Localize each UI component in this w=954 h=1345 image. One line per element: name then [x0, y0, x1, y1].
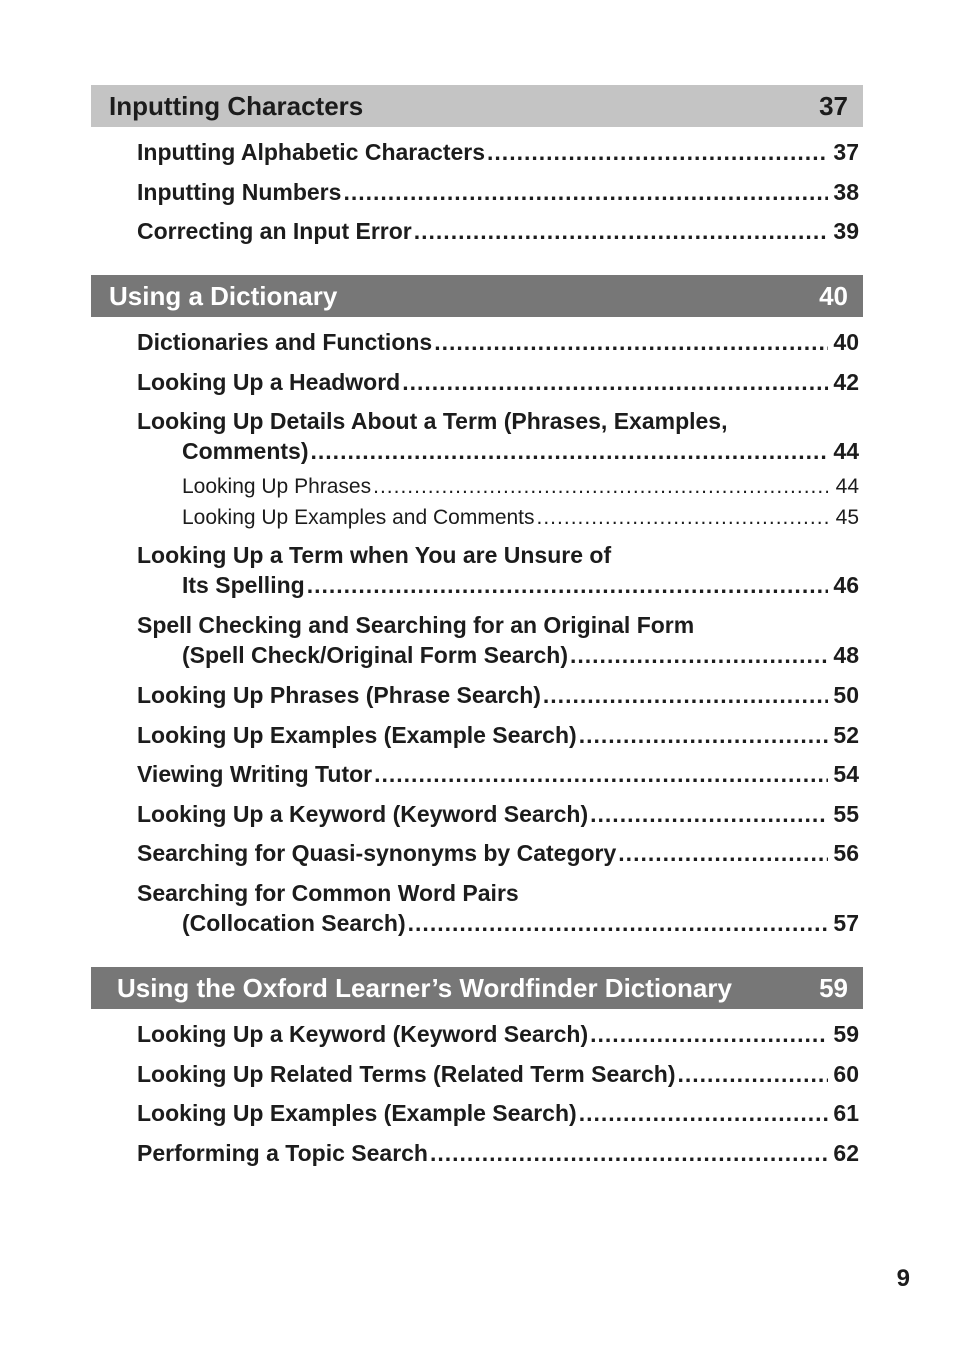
- section-page: 40: [819, 280, 848, 311]
- entry-title: Looking Up Examples (Example Search): [137, 1100, 577, 1126]
- entry-title: Looking Up a Headword: [137, 369, 401, 395]
- toc-entry[interactable]: [137, 1059, 859, 1089]
- section-header-inputting-characters: [91, 85, 863, 127]
- entry-title: Looking Up a Keyword (Keyword Search): [137, 801, 589, 827]
- toc-entry[interactable]: [137, 327, 859, 357]
- dot-leader: [590, 1019, 828, 1049]
- section-header-using-a-dictionary: [91, 275, 863, 317]
- toc-entry[interactable]: [137, 838, 859, 868]
- dot-leader: [307, 570, 828, 600]
- entry-title: Viewing Writing Tutor: [137, 761, 373, 787]
- entry-title: (Collocation Search): [182, 910, 406, 936]
- entry-title: Inputting Numbers: [137, 179, 342, 205]
- entry-title: Looking Up Examples and Comments: [182, 506, 535, 529]
- entry-page: 40: [833, 329, 859, 355]
- page-number: 9: [896, 1265, 910, 1292]
- entry-page: 56: [833, 840, 859, 866]
- dot-leader: [408, 908, 828, 938]
- entry-title-first-line: Searching for Common Word Pairs: [137, 880, 519, 906]
- dot-leader: [402, 367, 828, 397]
- dot-leader: [579, 720, 828, 750]
- entry-title: Looking Up Related Terms (Related Term Search): [137, 1061, 676, 1087]
- toc-subentry[interactable]: [137, 472, 859, 502]
- entry-page: 37: [833, 139, 859, 165]
- entry-page: 48: [833, 642, 859, 668]
- entry-title: Looking Up Phrases: [182, 475, 372, 498]
- toc-entry[interactable]: [137, 759, 859, 789]
- dot-leader: [373, 472, 828, 502]
- entry-page: 62: [833, 1140, 859, 1166]
- toc-entry[interactable]: [137, 540, 859, 600]
- dot-leader: [434, 327, 828, 357]
- toc-entry[interactable]: [137, 1098, 859, 1128]
- dot-leader: [537, 503, 828, 533]
- toc-entry[interactable]: [137, 1019, 859, 1049]
- entry-title: Looking Up Phrases (Phrase Search): [137, 682, 541, 708]
- entry-page: 46: [833, 572, 859, 598]
- entry-title: Inputting Alphabetic Characters: [137, 139, 486, 165]
- toc-entry[interactable]: [137, 680, 859, 710]
- toc-entry[interactable]: [137, 406, 859, 466]
- dot-leader: [343, 177, 828, 207]
- toc-entry[interactable]: [137, 367, 859, 397]
- entry-page: 44: [833, 438, 859, 464]
- entry-title: Comments): [182, 438, 309, 464]
- dot-leader: [618, 838, 828, 868]
- dot-leader: [570, 640, 828, 670]
- entry-page: 57: [833, 910, 859, 936]
- section-title: Inputting Characters: [109, 90, 364, 121]
- toc-entry[interactable]: [137, 216, 859, 246]
- entry-title-first-line: Looking Up a Term when You are Unsure of: [137, 542, 612, 568]
- entry-page: 39: [833, 218, 859, 244]
- entry-title-first-line: Spell Checking and Searching for an Original Form: [137, 612, 695, 638]
- dot-leader: [311, 436, 828, 466]
- entry-title: (Spell Check/Original Form Search): [182, 642, 568, 668]
- entry-title: Correcting an Input Error: [137, 218, 412, 244]
- entry-page: 55: [833, 801, 859, 827]
- toc-subentry[interactable]: [137, 503, 859, 533]
- section-title: Using a Dictionary: [109, 280, 338, 311]
- entry-page: 45: [835, 506, 859, 529]
- entry-title: Performing a Topic Search: [137, 1140, 428, 1166]
- toc-entry[interactable]: [137, 177, 859, 207]
- dot-leader: [543, 680, 828, 710]
- dot-leader: [590, 799, 828, 829]
- toc-entry[interactable]: [137, 610, 859, 670]
- entry-page: 52: [833, 722, 859, 748]
- toc-entry[interactable]: [137, 137, 859, 167]
- entry-page: 60: [833, 1061, 859, 1087]
- entry-page: 50: [833, 682, 859, 708]
- entry-page: 42: [833, 369, 859, 395]
- section-title: Using the Oxford Learner’s Wordfinder Dictionary: [117, 972, 732, 1003]
- entry-title: Looking Up a Keyword (Keyword Search): [137, 1021, 589, 1047]
- dot-leader: [374, 759, 828, 789]
- entry-title: Looking Up Examples (Example Search): [137, 722, 577, 748]
- dot-leader: [430, 1138, 828, 1168]
- dot-leader: [579, 1098, 828, 1128]
- entry-title: Searching for Quasi-synonyms by Category: [137, 840, 617, 866]
- toc-entry[interactable]: [137, 799, 859, 829]
- entry-page: 44: [835, 475, 859, 498]
- section-page: 37: [819, 90, 848, 121]
- entry-page: 59: [833, 1021, 859, 1047]
- dot-leader: [487, 137, 828, 167]
- section-page: 59: [819, 972, 848, 1003]
- dot-leader: [414, 216, 828, 246]
- entry-page: 54: [833, 761, 859, 787]
- toc-entry[interactable]: [137, 720, 859, 750]
- entry-title: Its Spelling: [182, 572, 305, 598]
- entry-title: Dictionaries and Functions: [137, 329, 433, 355]
- toc-entry[interactable]: [137, 878, 859, 938]
- section-header-oxford-wordfinder: [91, 967, 863, 1009]
- entry-page: 61: [833, 1100, 859, 1126]
- toc-entry[interactable]: [137, 1138, 859, 1168]
- dot-leader: [678, 1059, 829, 1089]
- entry-title-first-line: Looking Up Details About a Term (Phrases, Examples,: [137, 408, 728, 434]
- entry-page: 38: [833, 179, 859, 205]
